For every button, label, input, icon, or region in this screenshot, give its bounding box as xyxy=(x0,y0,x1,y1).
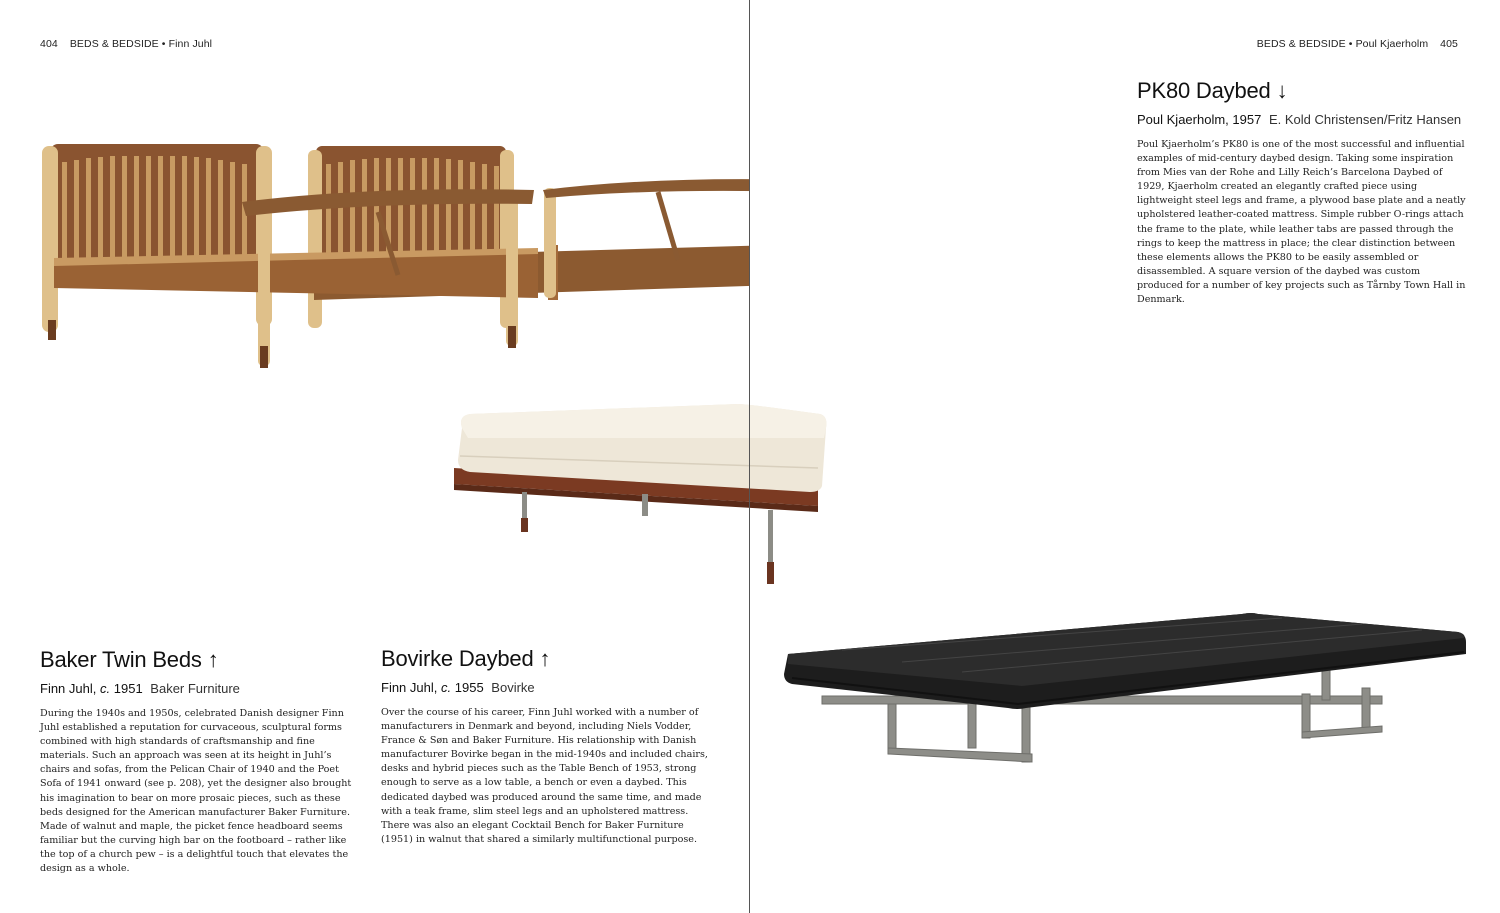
entry-title-bovirke-daybed xyxy=(381,646,550,672)
entry-maker: Bovirke xyxy=(491,680,535,695)
running-head-designer: Finn Juhl xyxy=(168,38,213,50)
entry-body-bovirke-daybed: Over the course of his career, Finn Juhl worked with a number of manufacturers in Denmark and beyond, including Niels Vodder, France & Søn and Baker Furniture. His relationship with Danish manufacturer Bovirke began in the mid-1940s and included chairs, desks and hybrid pieces such as the Table Bench of 1953, strong enough to serve as a low table, a bench or even a daybed. This dedicated daybed was produced around the same time, and made with a teak frame, slim steel legs and an upholstered mattress. There was also an elegant Cocktail Bench for Baker Furniture (1951) in walnut that shared a similarly multifunctional purpose. xyxy=(381,707,708,845)
arrow-up-icon: ↑ xyxy=(207,647,219,672)
entry-year: 1955 xyxy=(454,680,484,695)
separator: • xyxy=(1348,38,1353,50)
entry-meta-baker-twin-beds xyxy=(40,681,240,696)
entry-circa: c. xyxy=(441,680,452,695)
running-head-left xyxy=(40,38,212,50)
baker-twin-beds-image xyxy=(38,140,808,372)
arrow-down-icon: ↓ xyxy=(1276,78,1288,103)
page-number: 405 xyxy=(1440,38,1458,50)
entry-year: 1951 xyxy=(113,681,143,696)
bovirke-daybed-image xyxy=(448,398,828,590)
section-name: BEDS & BEDSIDE xyxy=(69,38,159,50)
entry-body-baker-twin-beds: During the 1940s and 1950s, celebrated Danish designer Finn Juhl established a reputation for curvaceous, sculptural forms combined with high standards of craftsmanship and fine materials. Such an approach was seen at its height in Juhl’s chairs and sofas, from the Pelican Chair of 1940 and the Poet Sofa of 1941 onward (see p. 208), yet the designer also brought his imagination to bear on more prosaic pieces, such as these beds designed for the American manufacturer Baker Furniture. Made of walnut and maple, the picket fence headboard seems familiar but the curving high bar on the footboard – rather like the top of a church pew – is a delightful touch that elevates the design as a whole. xyxy=(40,708,352,875)
entry-maker: Baker Furniture xyxy=(150,681,240,696)
entry-title-pk80-daybed xyxy=(1137,78,1287,104)
page-gutter xyxy=(749,0,750,913)
entry-designer: Finn Juhl, xyxy=(40,681,97,696)
entry-meta-pk80-daybed xyxy=(1137,112,1461,127)
entry-designer: Poul Kjaerholm, xyxy=(1137,112,1229,127)
section-name: BEDS & BEDSIDE xyxy=(1256,38,1346,50)
right-page xyxy=(750,0,1500,913)
entry-body-pk80-daybed: Poul Kjaerholm’s PK80 is one of the most successful and influential examples of mid-century daybed design. Taking some inspiration from Mies van der Rohe and Lilly Reich’s Barcelona Daybed of 1929, Kjaerholm created an elegantly crafted piece using lightweight steel legs and frame, a plywood base plate and a neatly upholstered leather-coated mattress. Simple rubber O-rings attach the frame to the plate, while leather tabs are passed through the rings to keep the mattress in place; the clear distinction between these elements allows the PK80 to be easily assembled or disassembled. A square version of the daybed was custom produced for a number of key projects such as Tårnby Town Hall in Denmark. xyxy=(1137,139,1466,306)
entry-title-baker-twin-beds xyxy=(40,647,219,673)
entry-designer: Finn Juhl, xyxy=(381,680,438,695)
entry-title-text: Bovirke Daybed xyxy=(381,646,534,671)
twin-bed-right xyxy=(308,146,806,330)
page-number: 404 xyxy=(40,38,58,50)
pk80-daybed-image xyxy=(782,608,1472,768)
entry-meta-bovirke-daybed xyxy=(381,680,535,695)
running-head-right xyxy=(1257,38,1458,50)
arrow-up-icon: ↑ xyxy=(539,646,551,671)
separator: • xyxy=(161,38,166,50)
entry-title-text: PK80 Daybed xyxy=(1137,78,1271,103)
running-head-designer: Poul Kjaerholm xyxy=(1355,38,1429,50)
entry-title-text: Baker Twin Beds xyxy=(40,647,202,672)
entry-circa: c. xyxy=(100,681,111,696)
entry-maker: E. Kold Christensen/Fritz Hansen xyxy=(1268,112,1462,127)
entry-year: 1957 xyxy=(1232,112,1262,127)
